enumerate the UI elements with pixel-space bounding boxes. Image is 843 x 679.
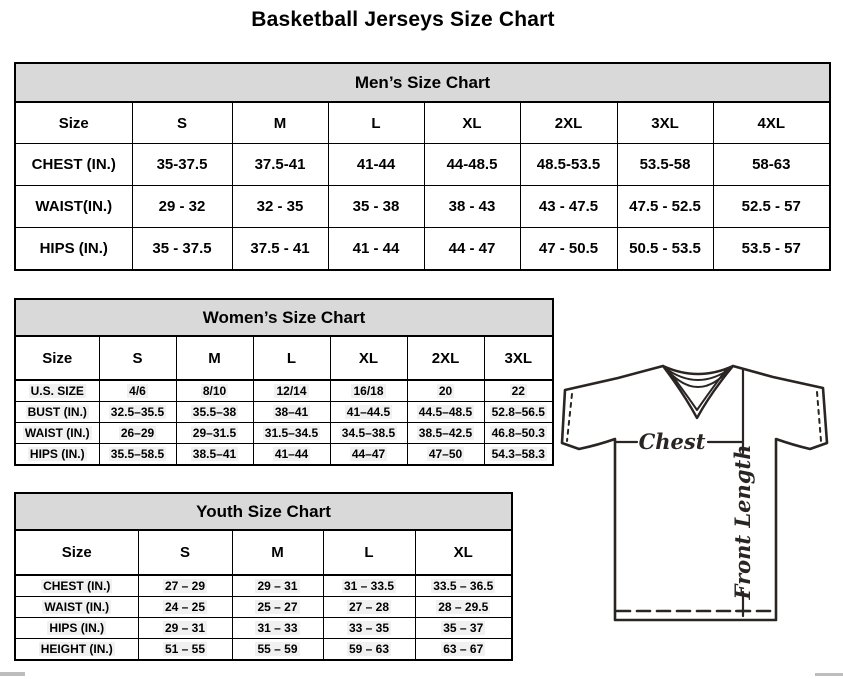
cell-text: WAIST (IN.) — [24, 426, 90, 440]
cell-text: 54.3–58.3 — [491, 447, 545, 461]
size-value — [415, 639, 512, 661]
size-value — [713, 186, 830, 228]
cell-text: 32.5–35.5 — [110, 405, 165, 419]
table-title: Youth Size Chart — [15, 493, 512, 530]
cell-text: 37.5-41 — [254, 156, 306, 173]
cell-text: 47.5 - 52.5 — [629, 198, 701, 215]
cell-text: 35.5–58.5 — [110, 447, 165, 461]
column-header-l: L — [328, 102, 424, 144]
column-header-s: S — [132, 102, 232, 144]
column-header-m: M — [232, 102, 328, 144]
column-header-xl: XL — [415, 530, 512, 575]
column-header-2xl: 2XL — [407, 336, 484, 380]
column-header-m: M — [176, 336, 253, 380]
cell-text: 27 – 29 — [164, 579, 206, 593]
column-header-size: Size — [15, 102, 132, 144]
size-value — [407, 380, 484, 402]
cell-text: 12/14 — [276, 384, 307, 398]
cell-text: 44.5–48.5 — [418, 405, 473, 419]
size-value — [407, 423, 484, 444]
column-header-2xl: 2XL — [520, 102, 617, 144]
cell-text: 35 – 37 — [443, 621, 484, 635]
size-value — [232, 597, 323, 618]
cell-text: 38 - 43 — [448, 198, 496, 215]
cell-text: 47 - 50.5 — [538, 240, 599, 257]
cell-text: BUST (IN.) — [27, 405, 87, 419]
column-header-l: L — [323, 530, 415, 575]
cell-text: U.S. SIZE — [30, 384, 84, 398]
row-label — [15, 444, 99, 466]
size-value — [253, 423, 330, 444]
cell-text: 35.5–38 — [192, 405, 237, 419]
size-value — [328, 144, 424, 186]
size-value — [520, 144, 617, 186]
table-row — [15, 186, 830, 228]
cell-text: 53.5-58 — [639, 156, 691, 173]
cell-text: 29 – 31 — [164, 621, 206, 635]
column-header-row — [15, 336, 553, 380]
size-value — [138, 639, 232, 661]
size-value — [424, 186, 520, 228]
size-value — [328, 228, 424, 271]
cell-text: 34.5–38.5 — [341, 426, 396, 440]
cell-text: HEIGHT (IN.) — [40, 642, 113, 656]
table-row — [15, 228, 830, 271]
mens-size-chart-table — [14, 62, 831, 271]
column-header-row — [15, 530, 512, 575]
size-value — [484, 444, 553, 466]
table-row — [15, 639, 512, 661]
cell-text: 48.5-53.5 — [536, 156, 601, 173]
cell-text: 47–50 — [428, 447, 463, 461]
size-value — [176, 423, 253, 444]
cell-text: 52.5 - 57 — [741, 198, 801, 215]
cell-text: CHEST (IN.) — [31, 156, 116, 173]
column-header-row — [15, 102, 830, 144]
cell-text: 63 – 67 — [443, 642, 484, 656]
cell-text: 29 – 31 — [257, 579, 298, 593]
cell-text: 52.8–56.5 — [491, 405, 545, 419]
row-label — [15, 228, 132, 271]
row-label — [15, 144, 132, 186]
cell-text: 33.5 – 36.5 — [433, 579, 494, 593]
column-header-3xl: 3XL — [484, 336, 553, 380]
cell-text: 31 – 33 — [257, 621, 298, 635]
table-row — [15, 402, 553, 423]
size-value — [330, 380, 407, 402]
size-value — [253, 380, 330, 402]
table-row — [15, 575, 512, 597]
cell-text: 53.5 - 57 — [741, 240, 801, 257]
size-value — [407, 444, 484, 466]
cell-text: 38.5–42.5 — [418, 426, 473, 440]
cell-text: 50.5 - 53.5 — [629, 240, 701, 257]
size-value — [424, 228, 520, 271]
size-value — [132, 228, 232, 271]
table-title: Men’s Size Chart — [15, 63, 830, 102]
scrollbar-fragment-right — [815, 673, 843, 676]
cell-text: CHEST (IN.) — [43, 579, 111, 593]
column-header-xl: XL — [330, 336, 407, 380]
cell-text: 25 – 27 — [257, 600, 298, 614]
size-value — [617, 186, 713, 228]
cell-text: 55 – 59 — [257, 642, 298, 656]
row-label — [15, 380, 99, 402]
size-value — [132, 144, 232, 186]
table-row — [15, 423, 553, 444]
size-value — [713, 228, 830, 271]
jersey-measurement-diagram — [556, 356, 840, 628]
cell-text: 4/6 — [129, 384, 146, 398]
table-row — [15, 144, 830, 186]
cell-text: 41–44 — [274, 447, 309, 461]
size-value — [713, 144, 830, 186]
size-value — [484, 423, 553, 444]
cell-text: HIPS (IN.) — [49, 621, 105, 635]
size-value — [132, 186, 232, 228]
cell-text: 44–47 — [351, 447, 386, 461]
chest-label: Chest — [638, 429, 706, 454]
cell-text: 41 - 44 — [352, 240, 400, 257]
column-header-size: Size — [15, 336, 99, 380]
size-value — [330, 423, 407, 444]
size-value — [330, 402, 407, 423]
size-value — [330, 444, 407, 466]
cell-text: 27 – 28 — [348, 600, 390, 614]
cell-text: 58-63 — [752, 156, 791, 173]
table-row — [15, 597, 512, 618]
size-value — [99, 380, 176, 402]
table-title-row — [15, 493, 512, 530]
size-value — [415, 575, 512, 597]
size-value — [232, 228, 328, 271]
row-label — [15, 186, 132, 228]
column-header-s: S — [138, 530, 232, 575]
cell-text: 33 – 35 — [348, 621, 390, 635]
cuff-dashed-line-right — [817, 392, 821, 441]
cell-text: 41–44.5 — [346, 405, 391, 419]
table-title-row — [15, 63, 830, 102]
cell-text: 44-48.5 — [446, 156, 498, 173]
cell-text: HIPS (IN.) — [39, 240, 108, 257]
size-value — [484, 402, 553, 423]
cell-text: 16/18 — [353, 384, 384, 398]
row-label — [15, 597, 138, 618]
column-header-3xl: 3XL — [617, 102, 713, 144]
page-title: Basketball Jerseys Size Chart — [251, 8, 555, 31]
table-row — [15, 618, 512, 639]
cuff-dashed-line-left — [567, 394, 572, 441]
cell-text: 8/10 — [202, 384, 227, 398]
size-value — [232, 618, 323, 639]
size-value — [232, 639, 323, 661]
cell-text: 35 - 37.5 — [152, 240, 212, 257]
size-value — [99, 444, 176, 466]
front-length-label: Front Length — [730, 444, 755, 600]
cell-text: 37.5 - 41 — [250, 240, 310, 257]
cell-text: 31 – 33.5 — [343, 579, 395, 593]
cell-text: 51 – 55 — [164, 642, 206, 656]
table-title: Women’s Size Chart — [15, 299, 553, 336]
size-value — [176, 402, 253, 423]
size-value — [424, 144, 520, 186]
cell-text: 44 - 47 — [448, 240, 496, 257]
size-value — [176, 380, 253, 402]
cell-text: 46.8–50.3 — [491, 426, 545, 440]
size-value — [323, 618, 415, 639]
cell-text: 59 – 63 — [348, 642, 390, 656]
table-title-row — [15, 299, 553, 336]
cell-text: 26–29 — [120, 426, 155, 440]
size-value — [138, 575, 232, 597]
size-value — [99, 402, 176, 423]
cell-text: 29 - 32 — [158, 198, 206, 215]
size-value — [323, 639, 415, 661]
table-row — [15, 444, 553, 466]
cell-text: 41-44 — [356, 156, 396, 173]
size-value — [138, 618, 232, 639]
row-label — [15, 575, 138, 597]
row-label — [15, 402, 99, 423]
cell-text: 22 — [511, 384, 525, 398]
size-value — [520, 186, 617, 228]
cell-text: 35 - 38 — [352, 198, 400, 215]
youth-size-chart-table — [14, 492, 513, 661]
size-value — [323, 597, 415, 618]
row-label — [15, 618, 138, 639]
cell-text: 28 – 29.5 — [438, 600, 489, 614]
column-header-xl: XL — [424, 102, 520, 144]
size-value — [520, 228, 617, 271]
size-value — [415, 597, 512, 618]
size-value — [253, 444, 330, 466]
size-value — [323, 575, 415, 597]
size-value — [617, 144, 713, 186]
size-value — [328, 186, 424, 228]
cell-text: 20 — [438, 384, 453, 398]
womens-size-chart-table — [14, 298, 554, 466]
cell-text: HIPS (IN.) — [29, 447, 85, 461]
cell-text: 32 - 35 — [256, 198, 304, 215]
size-value — [232, 186, 328, 228]
column-header-4xl: 4XL — [713, 102, 830, 144]
row-label — [15, 639, 138, 661]
column-header-size: Size — [15, 530, 138, 575]
size-value — [232, 144, 328, 186]
cell-text: WAIST (IN.) — [44, 600, 110, 614]
cell-text: 43 - 47.5 — [538, 198, 599, 215]
size-value — [253, 402, 330, 423]
size-value — [99, 423, 176, 444]
cell-text: 38.5–41 — [192, 447, 237, 461]
table-row — [15, 380, 553, 402]
cell-text: 38–41 — [274, 405, 309, 419]
size-value — [138, 597, 232, 618]
size-value — [232, 575, 323, 597]
jersey-outline — [562, 366, 827, 620]
size-value — [617, 228, 713, 271]
cell-text: 29–31.5 — [192, 426, 237, 440]
column-header-l: L — [253, 336, 330, 380]
scrollbar-fragment-left — [0, 672, 25, 676]
cell-text: 35-37.5 — [156, 156, 208, 173]
cell-text: WAIST(IN.) — [35, 198, 113, 215]
size-value — [415, 618, 512, 639]
size-value — [176, 444, 253, 466]
column-header-s: S — [99, 336, 176, 380]
row-label — [15, 423, 99, 444]
cell-text: 24 – 25 — [164, 600, 206, 614]
size-value — [407, 402, 484, 423]
cell-text: 31.5–34.5 — [264, 426, 319, 440]
column-header-m: M — [232, 530, 323, 575]
size-value — [484, 380, 553, 402]
